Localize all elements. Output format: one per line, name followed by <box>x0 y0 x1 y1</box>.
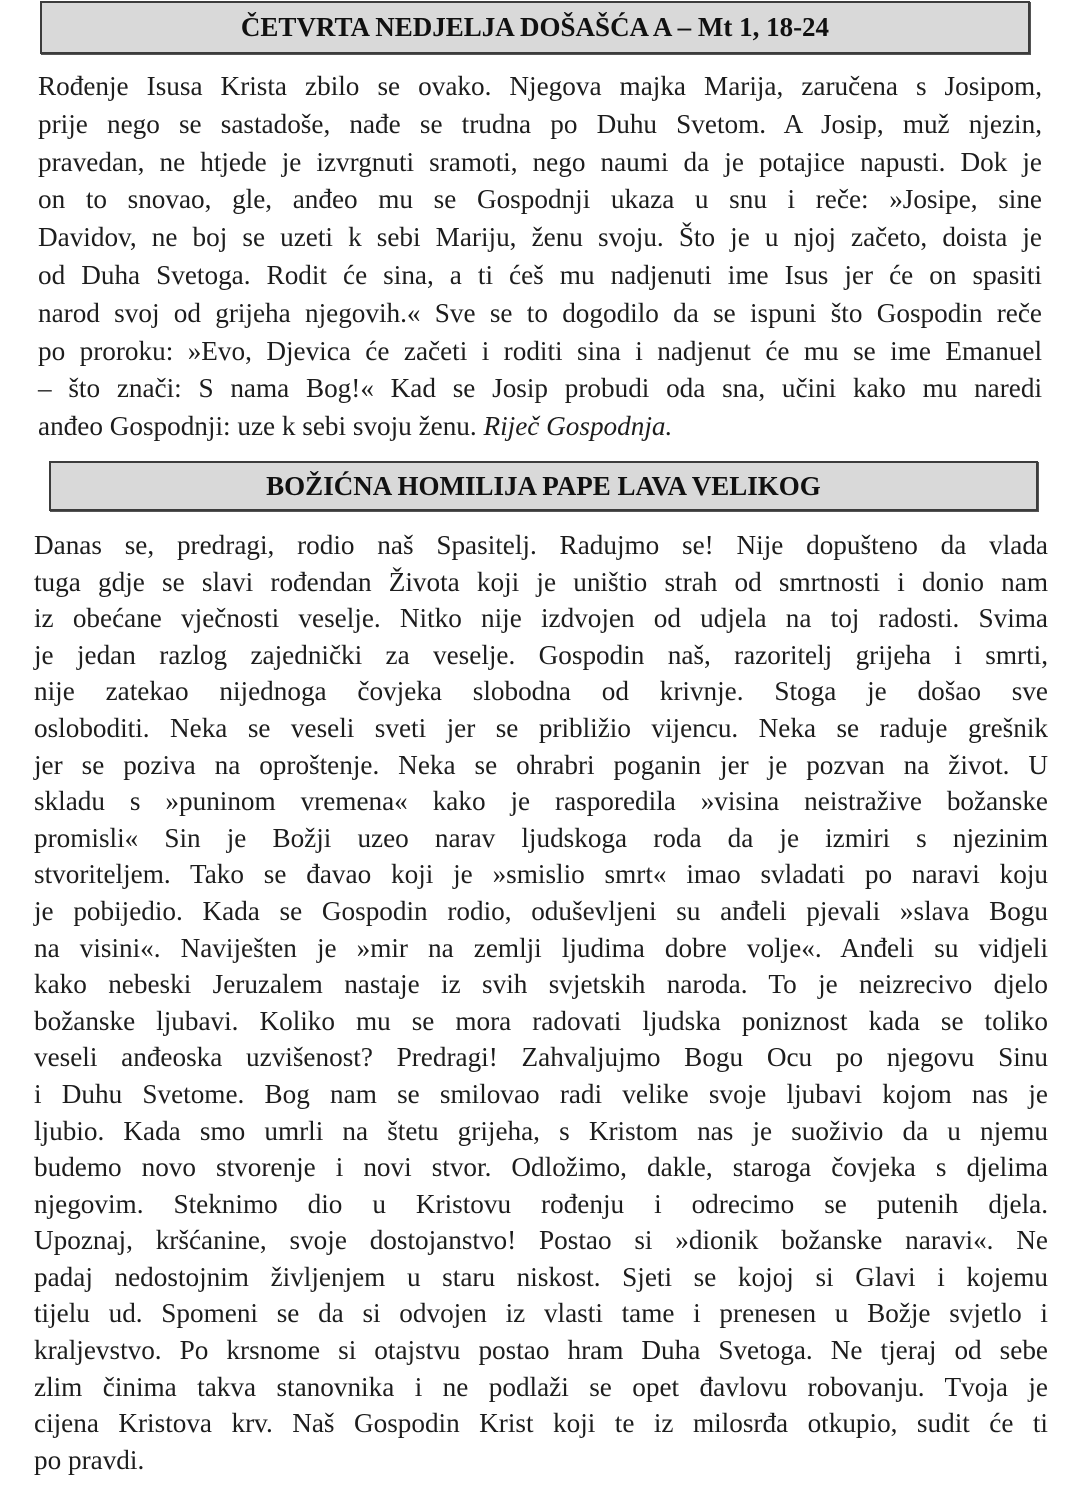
text-line: osloboditi. Neka se veseli sveti jer se približio vijencu. Neka se raduje grešnik <box>34 712 1048 743</box>
text-line: iz obećane vječnosti veselje. Nitko nije izdvojen od udjela na toj radosti. Svima <box>34 603 1048 634</box>
text-line-last: po pravdi. <box>34 1444 145 1475</box>
text-line: nije zatekao nijednoga čovjeka slobodna od krivnje. Stoga je došao sve <box>34 676 1048 707</box>
text-line: po proroku: »Evo, Djevica će začeti i roditi sina i nadjenut će mu se ime Emanuel <box>38 335 1042 366</box>
text-line: veseli anđeoska uzvišenost? Predragi! Zahvaljujmo Bogu Ocu po njegovu Sinu <box>34 1042 1048 1073</box>
text-line: tijelu ud. Spomeni se da si odvojen iz vlasti tame i prenesen u Božje svjetlo i <box>34 1298 1048 1329</box>
text-line: od Duha Svetoga. Rodit će sina, a ti ćeš mu nadjenuti ime Isus jer će on spasiti <box>38 259 1042 290</box>
text-line: Upoznaj, kršćanine, svoje dostojanstvo! Postao si »dionik božanske naravi«. Ne <box>34 1225 1048 1256</box>
text-line: i Duhu Svetome. Bog nam se smilovao radi velike svoje ljubavi kojom nas je <box>34 1078 1048 1109</box>
text-line: je pobijedio. Kada se Gospodin rodio, oduševljeni su anđeli pjevali »slava Bogu <box>34 895 1048 926</box>
text-line: kako nebeski Jeruzalem nastaje iz svih svjetskih naroda. To je neizrecivo djelo <box>34 969 1048 1000</box>
text-line: Rođenje Isusa Krista zbilo se ovako. Njegova majka Marija, zaručena s Josipom, <box>38 71 1042 101</box>
text-line: njegovim. Steknimo dio u Kristovu rođenju i odrecimo se putenih djela. <box>34 1188 1048 1219</box>
section-title-gospel <box>40 1 1030 54</box>
text-line: budemo novo stvorenje i novi stvor. Odložimo, dakle, staroga čovjeka s djelima <box>34 1152 1048 1183</box>
text-line: – što znači: S nama Bog!« Kad se Josip probudi oda sna, učini kako mu naredi <box>38 373 1042 404</box>
text-line: stvoriteljem. Tako se đavao koji je »smislio smrt« imao svladati po naravi koju <box>34 859 1048 890</box>
text-line: cijena Kristova krv. Naš Gospodin Krist koji te iz milosrđa otkupio, sudit će ti <box>34 1408 1048 1439</box>
text-line-last <box>38 408 1042 446</box>
text-line: božanske ljubavi. Koliko mu se mora radovati ljudska poniznost kada se toliko <box>34 1005 1048 1036</box>
text-line: narod svoj od grijeha njegovih.« Sve se to dogodilo da se ispuni što Gospodin reče <box>38 297 1042 328</box>
text-line: ljubio. Kada smo umrli na štetu grijeha, s Kristom nas je suoživio da u njemu <box>34 1115 1048 1146</box>
homily-title-text: BOŽIĆNA HOMILIJA PAPE LAVA VELIKOG <box>266 470 821 501</box>
gospel-title-text: ČETVRTA NEDJELJA DOŠAŠĆA A – Mt 1, 18-24 <box>240 12 830 42</box>
text-line: na visini«. Naviješten je »mir na zemlji ljudima dobre volje«. Anđeli su vidjeli <box>34 932 1048 963</box>
text-line: Davidov, ne boj se uzeti k sebi Mariju, ženu svoju. Što je u njoj začeto, doista je <box>38 222 1042 253</box>
text-line: kraljevstvo. Po krsnome si otajstvu postao hram Duha Svetoga. Ne tjeraj od sebe <box>34 1335 1048 1366</box>
gospel-reading-paragraph <box>38 68 1042 446</box>
closing-acclamation: Riječ Gospodnja. <box>483 411 673 442</box>
text-fragment: anđeo Gospodnji: uze k sebi svoju ženu. <box>38 411 484 442</box>
text-line: pravedan, ne htjede je izvrgnuti sramoti, nego naumi da je potajice napusti. Dok je <box>38 146 1042 177</box>
text-line: on to snovao, gle, anđeo mu se Gospodnji ukaza u snu i reče: »Josipe, sine <box>38 184 1042 215</box>
text-line: skladu s »puninom vremena« kako je rasporedila »visina neistražive božanske <box>34 786 1048 817</box>
text-line: padaj nedostojnim življenjem u staru niskost. Sjeti se kojoj si Glavi i kojemu <box>34 1261 1048 1292</box>
text-line: jer se poziva na oproštenje. Neka se ohrabri poganin jer je pozvan na život. U <box>34 749 1048 780</box>
homily-paragraph <box>34 527 1048 1478</box>
text-line: je jedan razlog zajednički za veselje. Gospodin naš, razoritelj grijeha i smrti, <box>34 639 1048 670</box>
text-line: tuga gdje se slavi rođendan Života koji je uništio strah od smrtnosti i donio nam <box>34 566 1048 597</box>
text-line: prije nego se sastadoše, nađe se trudna po Duhu Svetom. A Josip, muž njezin, <box>38 108 1042 139</box>
text-line: zlim činima takva stanovnika i ne podlaži se opet đavlovu robovanju. Tvoja je <box>34 1371 1048 1402</box>
text-line: promisli« Sin je Božji uzeo narav ljudskoga roda da je izmiri s njezinim <box>34 822 1048 853</box>
text-line: Danas se, predragi, rodio naš Spasitelj. Radujmo se! Nije dopušteno da vlada <box>34 530 1048 560</box>
section-title-homily <box>49 461 1038 511</box>
